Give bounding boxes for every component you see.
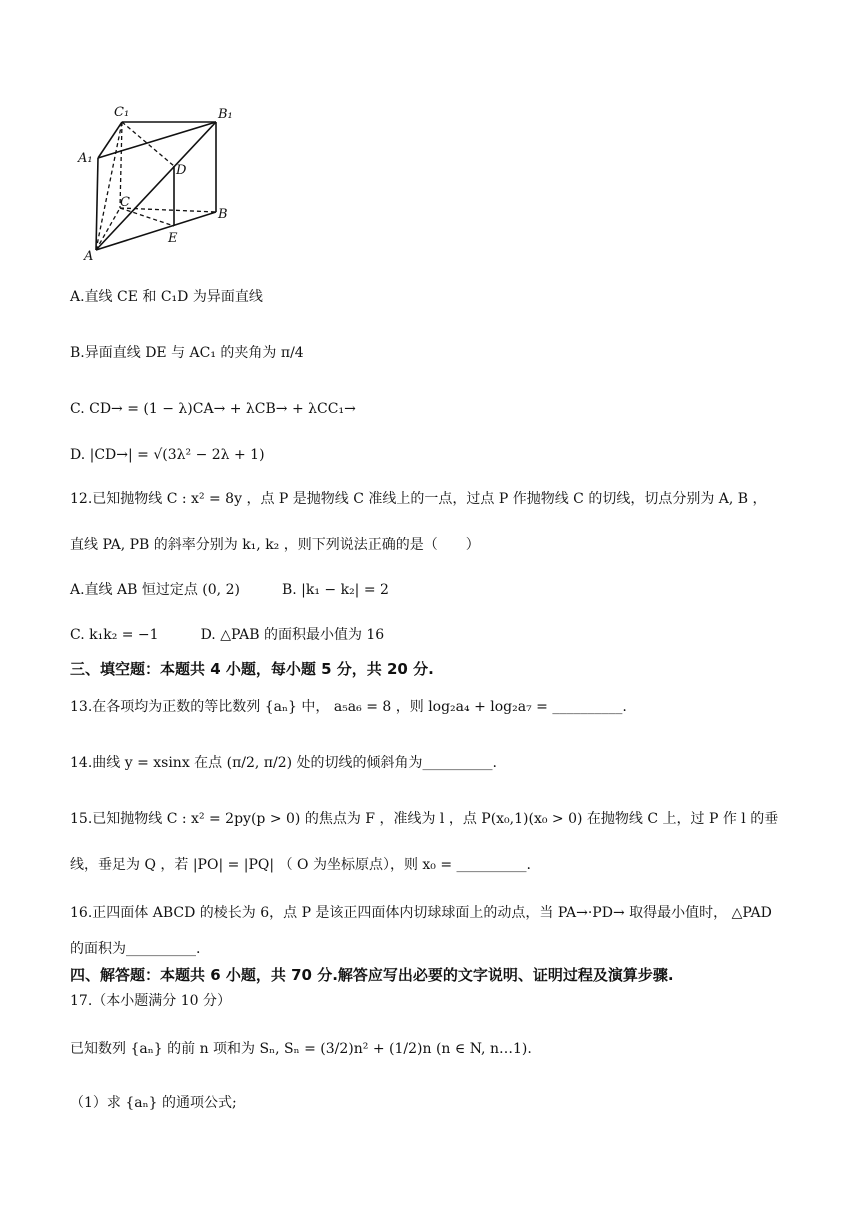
- question-16-line-2: 的面积为__________.: [70, 941, 201, 957]
- label-c: C: [120, 195, 130, 210]
- question-16-line-1: 16.正四面体 ABCD 的棱长为 6，点 P 是该正四面体内切球球面上的动点，当 PA→·PD→ 取得最小值时， △PAD: [70, 905, 772, 921]
- option-11-b: B.异面直线 DE 与 AC₁ 的夹角为 π/4: [70, 345, 304, 361]
- question-12-line-1: 12.已知抛物线 C : x² = 8y ，点 P 是抛物线 C 准线上的一点，过点 P 作抛物线 C 的切线，切点分别为 A, B ，: [70, 491, 767, 507]
- question-15-line-1: 15.已知抛物线 C : x² = 2py(p > 0) 的焦点为 F ，准线为 l ，点 P(x₀,1)(x₀ > 0) 在抛物线 C 上，过 P 作 l 的垂: [70, 811, 779, 827]
- label-d: D: [176, 163, 187, 178]
- section-4-heading: 四、解答题：本题共 6 小题，共 70 分.解答应写出必要的文字说明、证明过程及演算步骤.: [70, 966, 674, 984]
- label-a: A: [84, 249, 94, 264]
- label-b1: B₁: [218, 107, 233, 122]
- prism-diagram: [70, 100, 240, 270]
- question-13: 13.在各项均为正数的等比数列 {aₙ} 中， a₅a₆ = 8 ，则 log₂a₄ + log₂a₇ = __________.: [70, 699, 627, 715]
- question-14: 14.曲线 y = xsinx 在点 (π/2, π/2) 处的切线的倾斜角为__________.: [70, 755, 497, 771]
- label-b: B: [218, 207, 228, 222]
- segment-c1d: [122, 122, 174, 166]
- section-3-heading: 三、填空题：本题共 4 小题，每小题 5 分，共 20 分.: [70, 660, 434, 678]
- label-e: E: [168, 231, 178, 246]
- option-11-a: A.直线 CE 和 C₁D 为异面直线: [70, 289, 263, 305]
- question-12-options-ab: A.直线 AB 恒过定点 (0, 2) B. |k₁ − k₂| = 2: [70, 582, 389, 598]
- question-12-options-cd: C. k₁k₂ = −1 D. △PAB 的面积最小值为 16: [70, 627, 385, 643]
- question-12-line-2: 直线 PA, PB 的斜率分别为 k₁, k₂ ，则下列说法正确的是（ ）: [70, 537, 480, 553]
- segment-ce: [120, 208, 174, 226]
- option-11-c: C. CD→ = (1 − λ)CA→ + λCB→ + λCC₁→: [70, 401, 356, 417]
- label-c1: C₁: [114, 105, 130, 120]
- prism-figure: [70, 100, 240, 270]
- question-15-line-2: 线，垂足为 Q ，若 |PO| = |PQ| （ O 为坐标原点），则 x₀ = __________.: [70, 857, 531, 873]
- option-11-d: D. |CD→| = √(3λ² − 2λ + 1): [70, 447, 265, 463]
- label-a1: A₁: [78, 151, 93, 166]
- question-17-score: 17.（本小题满分 10 分）: [70, 993, 231, 1009]
- question-17-part-1: （1）求 {aₙ} 的通项公式;: [70, 1095, 237, 1111]
- question-17-stem: 已知数列 {aₙ} 的前 n 项和为 Sₙ, Sₙ = (3/2)n² + (1/2)n (n ∈ N, n…1).: [70, 1041, 532, 1057]
- edge-aa1: [96, 158, 98, 250]
